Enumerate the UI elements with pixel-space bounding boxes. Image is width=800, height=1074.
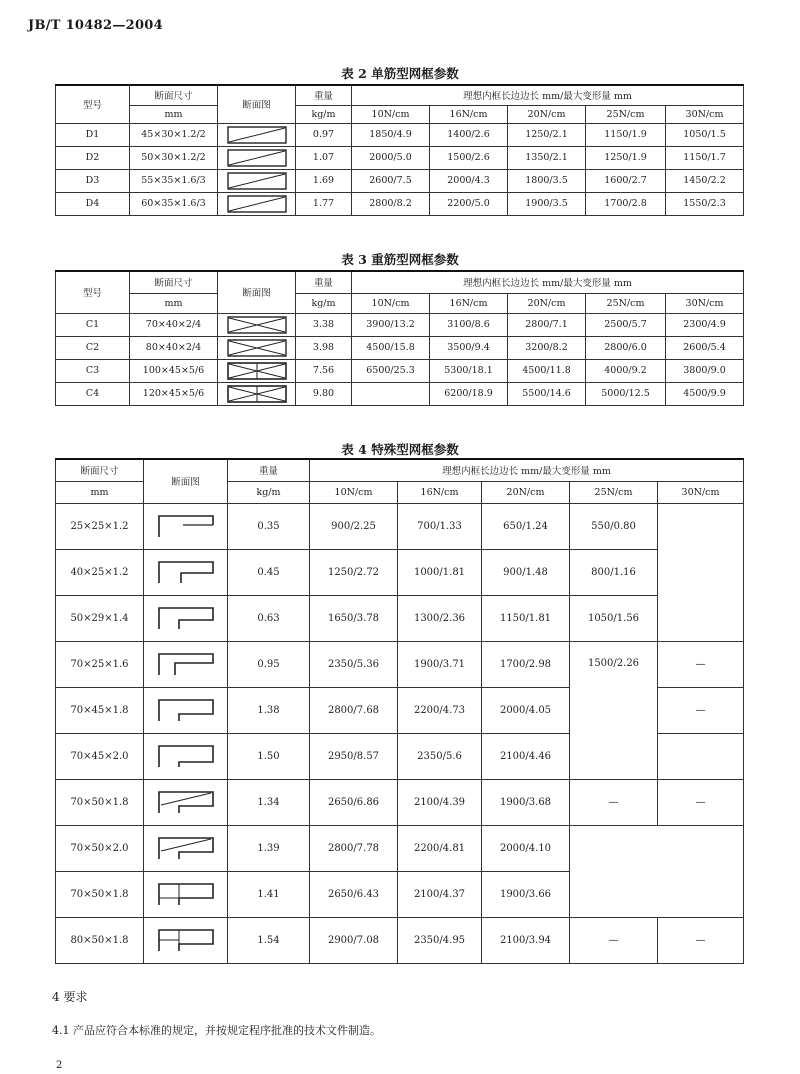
clause-4-1: 4.1 产品应符合本标准的规定，并按规定程序批准的技术文件制造。	[52, 1024, 381, 1037]
table-row	[56, 503, 744, 549]
table-row	[56, 146, 744, 169]
special-section-icon	[157, 559, 215, 585]
value-cell: 1600/2.7	[586, 169, 666, 192]
weight-cell: 1.54	[228, 917, 310, 963]
section-diagram	[218, 382, 296, 405]
value-cell: 1650/3.78	[310, 595, 398, 641]
value-cell: 2800/8.2	[352, 192, 430, 215]
weight-cell: 0.45	[228, 549, 310, 595]
value-cell: 3200/8.2	[508, 336, 586, 359]
weight-cell: 3.38	[296, 313, 352, 336]
t3-header-load: 30N/cm	[666, 293, 744, 313]
value-cell: 900/2.25	[310, 503, 398, 549]
value-cell: 1400/2.6	[430, 123, 508, 146]
value-cell	[658, 733, 744, 779]
table3	[55, 270, 744, 406]
t2-header-span: 理想内框长边边长 mm/最大变形量 mm	[352, 85, 744, 105]
weight-cell: 1.50	[228, 733, 310, 779]
model-cell: C2	[56, 336, 130, 359]
section-diagram	[144, 549, 228, 595]
special-section-icon	[157, 835, 215, 861]
value-cell	[352, 382, 430, 405]
section-diagram	[218, 146, 296, 169]
t4-header-load: 30N/cm	[658, 481, 744, 503]
standard-number: JB/T 10482—2004	[28, 18, 163, 33]
weight-cell: 0.63	[228, 595, 310, 641]
section-diagram	[218, 123, 296, 146]
section-diagram	[144, 595, 228, 641]
value-cell: 2500/5.7	[586, 313, 666, 336]
weight-cell: 0.35	[228, 503, 310, 549]
value-cell: 1550/2.3	[666, 192, 744, 215]
heavy-rib-section-icon	[227, 385, 287, 403]
t2-header-weight: 重量	[296, 85, 352, 105]
value-cell: 4500/15.8	[352, 336, 430, 359]
t2-header-load: 30N/cm	[666, 105, 744, 123]
t2-header-model: 型号	[56, 85, 130, 123]
value-cell: 2000/4.10	[482, 825, 570, 871]
value-cell: 2800/7.1	[508, 313, 586, 336]
section-heading: 4 要求	[52, 990, 88, 1004]
value-cell: 5500/14.6	[508, 382, 586, 405]
t3-header-model: 型号	[56, 271, 130, 313]
t2-header-diagram: 断面图	[218, 85, 296, 123]
table-row	[56, 336, 744, 359]
section-diagram	[218, 169, 296, 192]
size-cell: 70×45×2.0	[56, 733, 144, 779]
value-cell: 1500/2.6	[430, 146, 508, 169]
weight-cell: 0.95	[228, 641, 310, 687]
value-cell: 2100/4.46	[482, 733, 570, 779]
weight-cell: 1.07	[296, 146, 352, 169]
t3-header-diagram: 断面图	[218, 271, 296, 313]
table-row	[56, 595, 744, 641]
value-cell: 1700/2.98	[482, 641, 570, 687]
section-diagram	[144, 779, 228, 825]
value-cell: 1250/2.1	[508, 123, 586, 146]
value-cell: 1900/3.66	[482, 871, 570, 917]
t2-header-load: 16N/cm	[430, 105, 508, 123]
special-section-icon	[157, 789, 215, 815]
size-cell: 40×25×1.2	[56, 549, 144, 595]
value-cell: 1250/1.9	[586, 146, 666, 169]
table-row	[56, 549, 744, 595]
section-diagram	[218, 359, 296, 382]
special-section-icon	[157, 881, 215, 907]
size-cell: 80×50×1.8	[56, 917, 144, 963]
value-cell: 1050/1.56	[570, 595, 658, 641]
value-cell: 1700/2.8	[586, 192, 666, 215]
table4	[55, 458, 744, 964]
value-cell: 1150/1.81	[482, 595, 570, 641]
value-cell: 3100/8.6	[430, 313, 508, 336]
value-cell: 6200/18.9	[430, 382, 508, 405]
value-cell: 1000/1.81	[398, 549, 482, 595]
value-cell: —	[658, 917, 744, 963]
model-cell: D4	[56, 192, 130, 215]
value-cell: 1250/2.72	[310, 549, 398, 595]
special-section-icon	[157, 605, 215, 631]
value-cell: 5000/12.5	[586, 382, 666, 405]
value-cell: 2200/5.0	[430, 192, 508, 215]
size-cell: 50×30×1.2/2	[130, 146, 218, 169]
model-cell: D1	[56, 123, 130, 146]
value-cell: 2900/7.08	[310, 917, 398, 963]
table4-caption: 表 4 特殊型网框参数	[341, 442, 459, 457]
value-cell: 2800/6.0	[586, 336, 666, 359]
value-cell: 550/0.80	[570, 503, 658, 549]
weight-cell: 1.38	[228, 687, 310, 733]
section-diagram	[144, 917, 228, 963]
model-cell: C3	[56, 359, 130, 382]
value-cell: 2100/4.39	[398, 779, 482, 825]
value-cell: 1900/3.68	[482, 779, 570, 825]
model-cell: D3	[56, 169, 130, 192]
value-cell: 1500/2.26	[570, 641, 658, 779]
value-cell: 650/1.24	[482, 503, 570, 549]
t3-header-load: 10N/cm	[352, 293, 430, 313]
value-cell: 800/1.16	[570, 549, 658, 595]
value-cell: —	[570, 779, 658, 825]
t4-header-load: 16N/cm	[398, 481, 482, 503]
size-cell: 120×45×5/6	[130, 382, 218, 405]
t4-header-weight-unit: kg/m	[228, 481, 310, 503]
section-diagram	[218, 192, 296, 215]
weight-cell: 7.56	[296, 359, 352, 382]
value-cell: 700/1.33	[398, 503, 482, 549]
t4-header-load: 20N/cm	[482, 481, 570, 503]
section-diagram	[144, 733, 228, 779]
table2	[55, 84, 744, 216]
value-cell: 2650/6.86	[310, 779, 398, 825]
section-diagram	[144, 825, 228, 871]
size-cell: 60×35×1.6/3	[130, 192, 218, 215]
size-cell: 70×45×1.8	[56, 687, 144, 733]
weight-cell: 1.77	[296, 192, 352, 215]
special-section-icon	[157, 743, 215, 769]
t4-header-diagram: 断面图	[144, 459, 228, 503]
value-cell: 6500/25.3	[352, 359, 430, 382]
value-cell: 2350/5.36	[310, 641, 398, 687]
t2-header-weight-unit: kg/m	[296, 105, 352, 123]
single-rib-section-icon	[227, 172, 287, 190]
value-cell: 2200/4.73	[398, 687, 482, 733]
value-cell: 2600/7.5	[352, 169, 430, 192]
value-cell: —	[658, 779, 744, 825]
section-diagram	[218, 336, 296, 359]
weight-cell: 1.39	[228, 825, 310, 871]
weight-cell: 1.34	[228, 779, 310, 825]
value-cell: 900/1.48	[482, 549, 570, 595]
section-diagram	[144, 503, 228, 549]
value-cell: —	[658, 641, 744, 687]
special-section-icon	[157, 651, 215, 677]
single-rib-section-icon	[227, 195, 287, 213]
value-cell: 5300/18.1	[430, 359, 508, 382]
weight-cell: 3.98	[296, 336, 352, 359]
table-row	[56, 192, 744, 215]
size-cell: 55×35×1.6/3	[130, 169, 218, 192]
value-cell: 2000/4.05	[482, 687, 570, 733]
heavy-rib-section-icon	[227, 316, 287, 334]
t3-header-load: 25N/cm	[586, 293, 666, 313]
value-cell: 2100/3.94	[482, 917, 570, 963]
value-cell	[658, 503, 744, 641]
value-cell: 3500/9.4	[430, 336, 508, 359]
t4-header-load: 25N/cm	[570, 481, 658, 503]
t4-header-size-unit: mm	[56, 481, 144, 503]
value-cell	[570, 825, 744, 917]
value-cell: 2650/6.43	[310, 871, 398, 917]
t3-header-weight-unit: kg/m	[296, 293, 352, 313]
t2-header-size-unit: mm	[130, 105, 218, 123]
special-section-icon	[157, 513, 215, 539]
size-cell: 100×45×5/6	[130, 359, 218, 382]
table3-caption: 表 3 重筋型网框参数	[341, 252, 459, 267]
table2-caption: 表 2 单筋型网框参数	[341, 66, 459, 81]
t2-header-size: 断面尺寸	[130, 85, 218, 105]
model-cell: C1	[56, 313, 130, 336]
t4-header-load: 10N/cm	[310, 481, 398, 503]
value-cell: 1800/3.5	[508, 169, 586, 192]
table-row	[56, 641, 744, 687]
size-cell: 70×40×2/4	[130, 313, 218, 336]
table-row	[56, 359, 744, 382]
section-diagram	[218, 313, 296, 336]
t2-header-load: 25N/cm	[586, 105, 666, 123]
size-cell: 50×29×1.4	[56, 595, 144, 641]
weight-cell: 1.41	[228, 871, 310, 917]
table-row	[56, 313, 744, 336]
weight-cell: 9.80	[296, 382, 352, 405]
value-cell: 1050/1.5	[666, 123, 744, 146]
t3-header-size-unit: mm	[130, 293, 218, 313]
value-cell: 1850/4.9	[352, 123, 430, 146]
size-cell: 80×40×2/4	[130, 336, 218, 359]
section-diagram	[144, 641, 228, 687]
section-diagram	[144, 687, 228, 733]
table-row	[56, 382, 744, 405]
table-row	[56, 123, 744, 146]
value-cell: 3800/9.0	[666, 359, 744, 382]
value-cell: 2800/7.78	[310, 825, 398, 871]
t2-header-load: 20N/cm	[508, 105, 586, 123]
value-cell: 1150/1.7	[666, 146, 744, 169]
t4-header-size: 断面尺寸	[56, 459, 144, 481]
value-cell: 3900/13.2	[352, 313, 430, 336]
table-row	[56, 825, 744, 871]
single-rib-section-icon	[227, 149, 287, 167]
t2-header-load: 10N/cm	[352, 105, 430, 123]
section-diagram	[144, 871, 228, 917]
t3-header-span: 理想内框长边边长 mm/最大变形量 mm	[352, 271, 744, 293]
value-cell: 1300/2.36	[398, 595, 482, 641]
page-number: 2	[56, 1060, 63, 1071]
t3-header-load: 16N/cm	[430, 293, 508, 313]
value-cell: 2350/5.6	[398, 733, 482, 779]
size-cell: 70×25×1.6	[56, 641, 144, 687]
weight-cell: 0.97	[296, 123, 352, 146]
value-cell: 2300/4.9	[666, 313, 744, 336]
value-cell: 4000/9.2	[586, 359, 666, 382]
size-cell: 70×50×2.0	[56, 825, 144, 871]
value-cell: 1900/3.71	[398, 641, 482, 687]
special-section-icon	[157, 697, 215, 723]
size-cell: 45×30×1.2/2	[130, 123, 218, 146]
size-cell: 70×50×1.8	[56, 779, 144, 825]
value-cell: —	[570, 917, 658, 963]
heavy-rib-section-icon	[227, 339, 287, 357]
model-cell: C4	[56, 382, 130, 405]
t3-header-weight: 重量	[296, 271, 352, 293]
heavy-rib-section-icon	[227, 362, 287, 380]
value-cell: 4500/9.9	[666, 382, 744, 405]
value-cell: 4500/11.8	[508, 359, 586, 382]
table-row	[56, 169, 744, 192]
value-cell: 2800/7.68	[310, 687, 398, 733]
value-cell: 2600/5.4	[666, 336, 744, 359]
value-cell: 1150/1.9	[586, 123, 666, 146]
value-cell: 1900/3.5	[508, 192, 586, 215]
value-cell: —	[658, 687, 744, 733]
t3-header-size: 断面尺寸	[130, 271, 218, 293]
value-cell: 2200/4.81	[398, 825, 482, 871]
weight-cell: 1.69	[296, 169, 352, 192]
single-rib-section-icon	[227, 126, 287, 144]
value-cell: 1450/2.2	[666, 169, 744, 192]
value-cell: 2000/4.3	[430, 169, 508, 192]
t3-header-load: 20N/cm	[508, 293, 586, 313]
value-cell: 2100/4.37	[398, 871, 482, 917]
value-cell: 2350/4.95	[398, 917, 482, 963]
model-cell: D2	[56, 146, 130, 169]
table-row	[56, 779, 744, 825]
value-cell: 1350/2.1	[508, 146, 586, 169]
value-cell: 2950/8.57	[310, 733, 398, 779]
special-section-icon	[157, 927, 215, 953]
table-row	[56, 917, 744, 963]
t4-header-span: 理想内框长边边长 mm/最大变形量 mm	[310, 459, 744, 481]
size-cell: 70×50×1.8	[56, 871, 144, 917]
size-cell: 25×25×1.2	[56, 503, 144, 549]
t4-header-weight: 重量	[228, 459, 310, 481]
value-cell: 2000/5.0	[352, 146, 430, 169]
